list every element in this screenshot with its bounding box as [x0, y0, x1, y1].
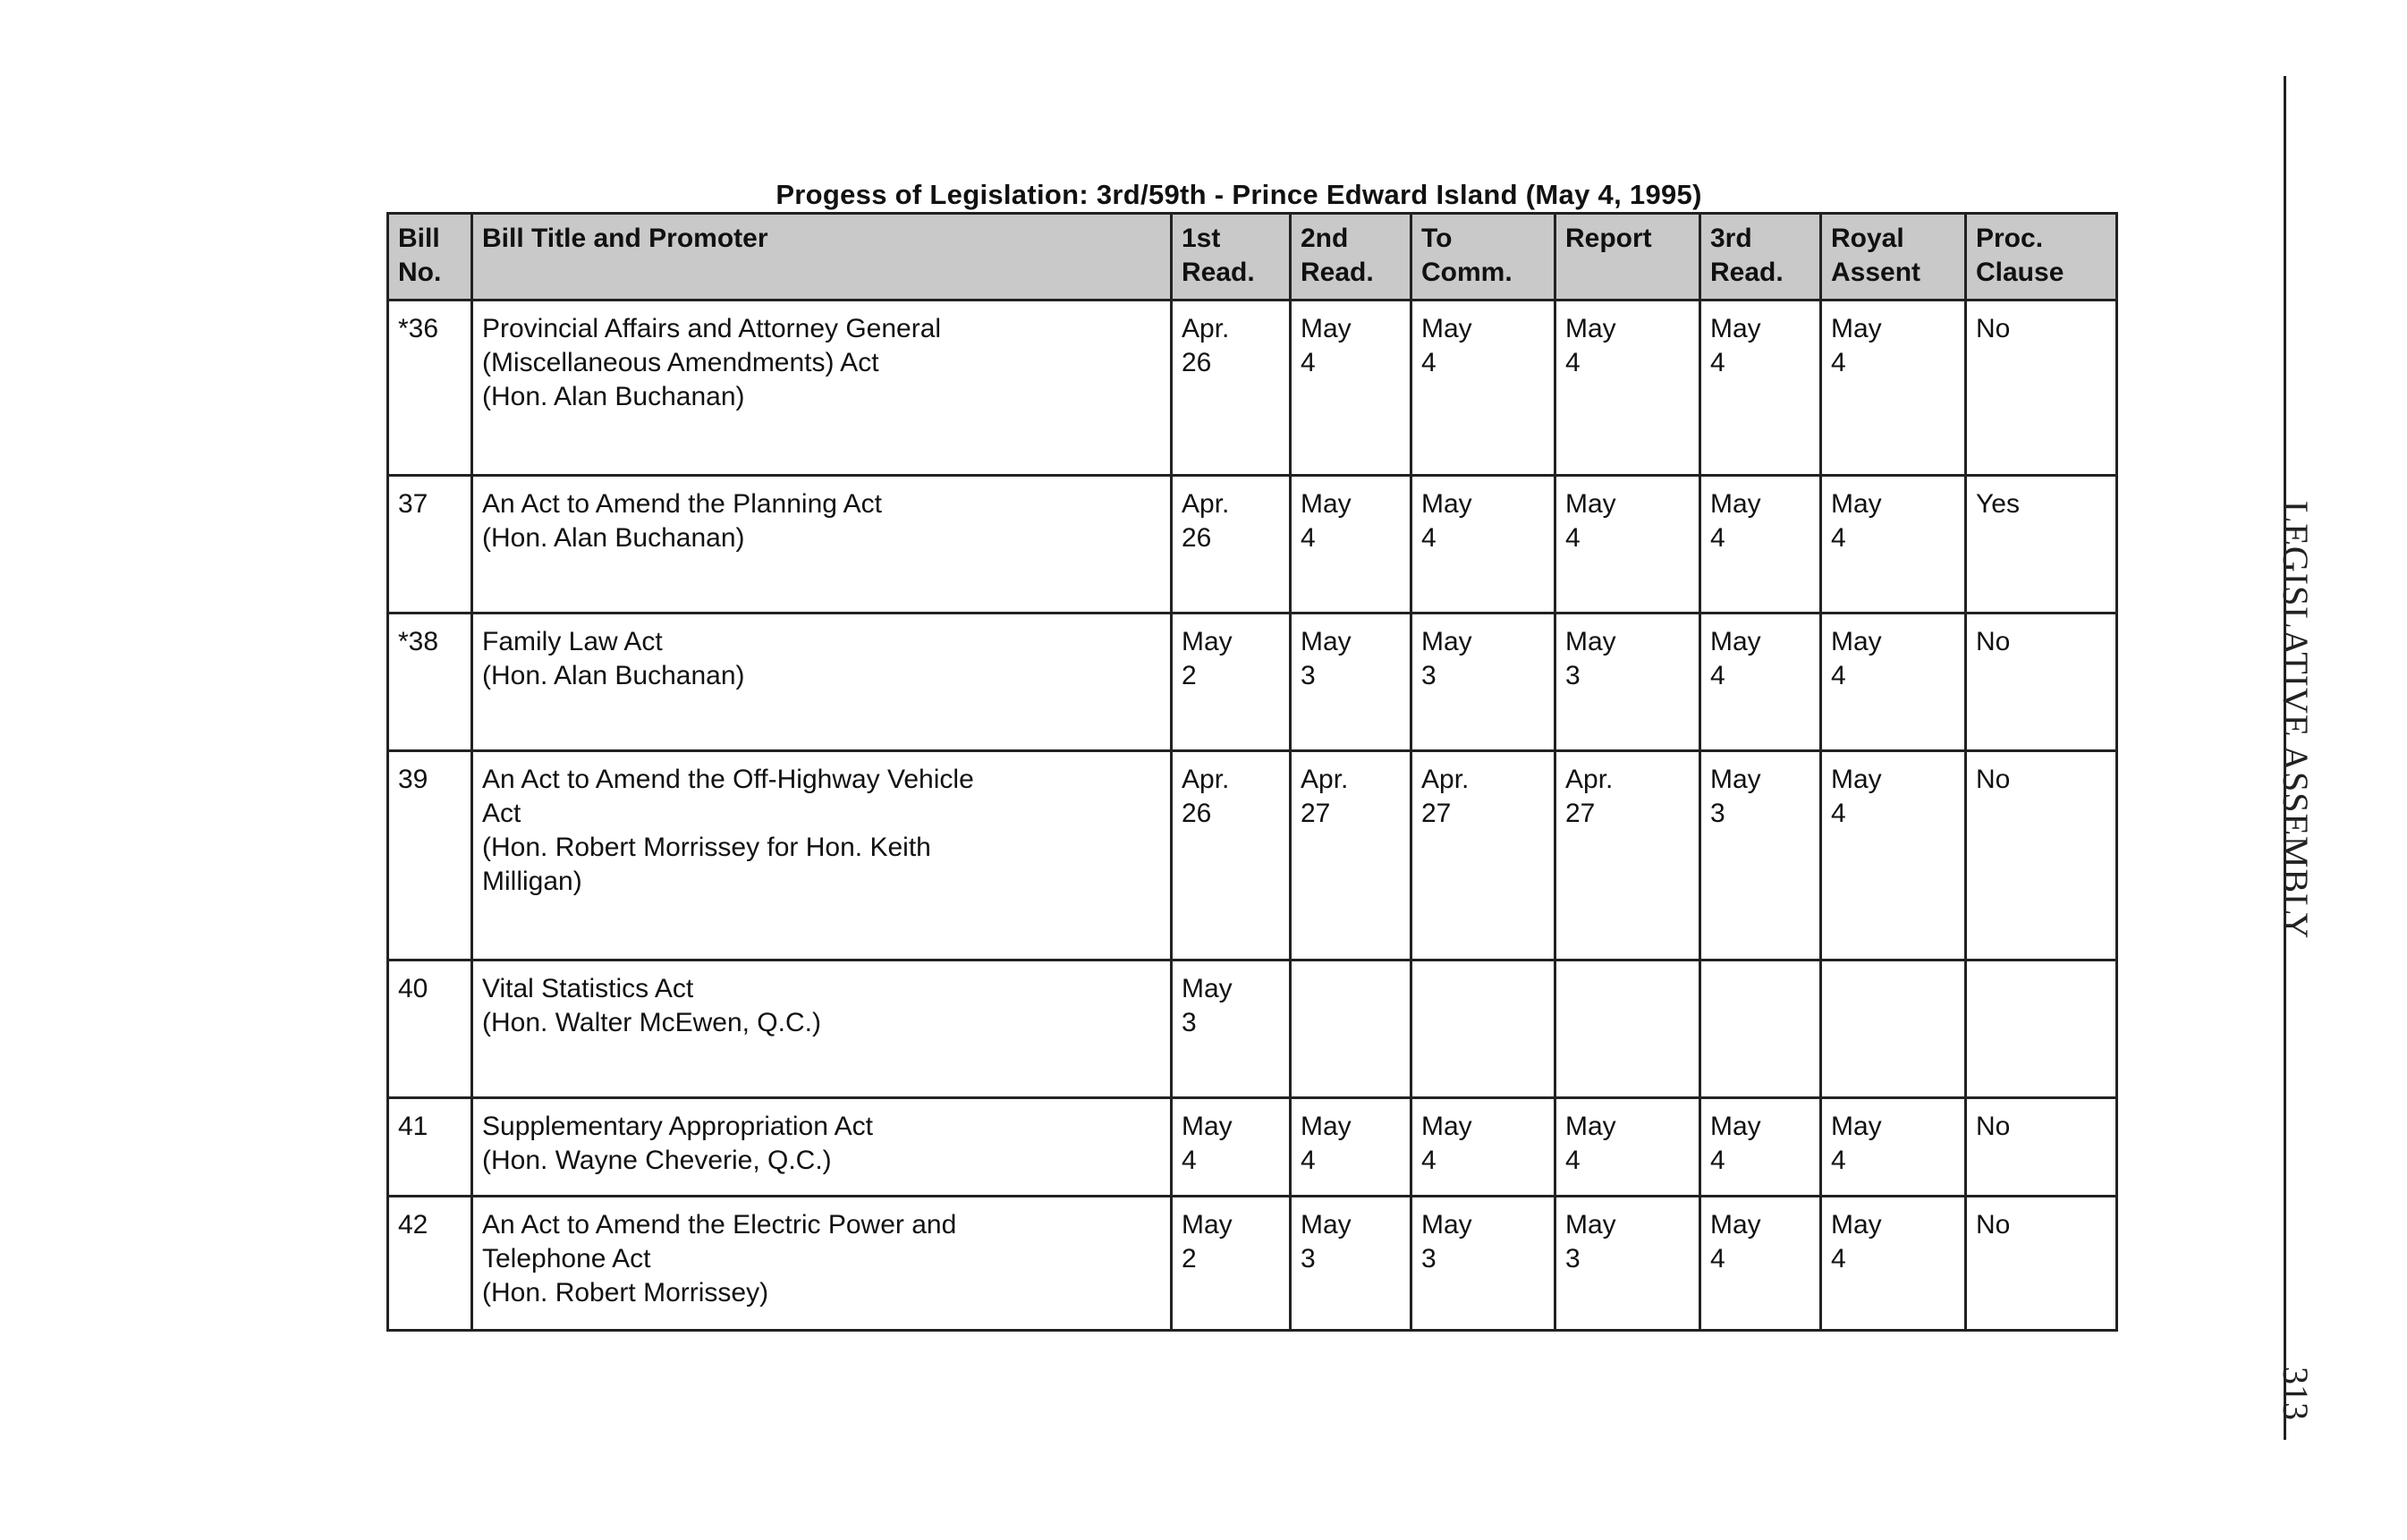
date-day: 2	[1182, 1244, 1197, 1273]
third-reading-cell	[1700, 613, 1821, 751]
date-month: Apr.	[1182, 765, 1230, 794]
header-second-read	[1291, 214, 1411, 300]
table-row	[388, 1197, 2117, 1331]
date-month: May	[1710, 627, 1761, 656]
report-cell	[1555, 960, 1700, 1098]
report-cell	[1555, 1098, 1700, 1197]
date-day: 4	[1421, 348, 1437, 377]
bill-title-line: Telephone Act	[482, 1244, 651, 1273]
date-month: May	[1831, 765, 1882, 794]
to-committee-cell	[1411, 613, 1555, 751]
bill-title-line: Family Law Act	[482, 627, 663, 656]
proc-clause-cell: Yes	[1966, 476, 2117, 613]
bill-title-cell	[472, 1197, 1172, 1331]
date-day: 4	[1182, 1146, 1197, 1175]
header-label-line: Read.	[1301, 258, 1374, 287]
table-body	[388, 300, 2117, 1331]
bill-title-line: An Act to Amend the Planning Act	[482, 489, 882, 519]
date-day: 4	[1301, 348, 1316, 377]
bill-number-cell: 39	[388, 751, 472, 960]
first-reading-cell	[1172, 300, 1291, 476]
header-label-line: Assent	[1831, 258, 1921, 287]
report-cell	[1555, 476, 1700, 613]
date-month: May	[1565, 489, 1616, 519]
date-month: May	[1710, 1112, 1761, 1141]
date-month: May	[1421, 489, 1472, 519]
date-month: Apr.	[1182, 314, 1230, 343]
legislation-progress-table	[386, 212, 2118, 1332]
bill-title-line: (Hon. Alan Buchanan)	[482, 661, 745, 690]
date-month: May	[1565, 1112, 1616, 1141]
date-month: Apr.	[1301, 765, 1349, 794]
date-month: May	[1421, 1112, 1472, 1141]
header-report	[1555, 214, 1700, 300]
date-month: May	[1831, 314, 1882, 343]
report-cell	[1555, 1197, 1700, 1331]
header-label-line: Royal	[1831, 224, 1904, 253]
second-reading-cell	[1291, 1197, 1411, 1331]
header-label-line: Bill	[398, 224, 440, 253]
bill-title-line: (Hon. Wayne Cheverie, Q.C.)	[482, 1146, 832, 1175]
second-reading-cell	[1291, 300, 1411, 476]
date-day: 4	[1710, 1146, 1725, 1175]
date-day: 4	[1421, 1146, 1437, 1175]
date-day: 4	[1421, 523, 1437, 553]
date-day: 3	[1182, 1008, 1197, 1037]
date-day: 3	[1421, 661, 1437, 690]
date-day: 3	[1710, 799, 1725, 828]
report-cell	[1555, 613, 1700, 751]
table-row	[388, 300, 2117, 476]
date-day: 4	[1831, 799, 1846, 828]
header-label-line: No.	[398, 258, 442, 287]
second-reading-cell	[1291, 1098, 1411, 1197]
second-reading-cell	[1291, 960, 1411, 1098]
to-committee-cell	[1411, 476, 1555, 613]
proc-clause-cell: No	[1966, 300, 2117, 476]
date-day: 4	[1301, 523, 1316, 553]
to-committee-cell	[1411, 1098, 1555, 1197]
third-reading-cell	[1700, 960, 1821, 1098]
date-day: 26	[1182, 799, 1212, 828]
bill-title-cell	[472, 1098, 1172, 1197]
royal-assent-cell	[1821, 300, 1966, 476]
first-reading-cell	[1172, 613, 1291, 751]
date-day: 3	[1301, 1244, 1316, 1273]
date-day: 4	[1565, 1146, 1581, 1175]
bill-number-cell: *36	[388, 300, 472, 476]
bill-title-line: (Hon. Robert Morrissey for Hon. Keith	[482, 833, 931, 862]
date-month: May	[1831, 1112, 1882, 1141]
date-month: May	[1301, 314, 1352, 343]
date-day: 27	[1565, 799, 1596, 828]
date-day: 26	[1182, 523, 1212, 553]
table-row	[388, 751, 2117, 960]
bill-number-cell: 40	[388, 960, 472, 1098]
date-day: 3	[1565, 1244, 1581, 1273]
third-reading-cell	[1700, 476, 1821, 613]
date-day: 4	[1301, 1146, 1316, 1175]
table-row	[388, 476, 2117, 613]
date-month: May	[1710, 489, 1761, 519]
page-title: Progess of Legislation: 3rd/59th - Prince Edward Island (May 4, 1995)	[775, 179, 1702, 210]
date-day: 4	[1710, 523, 1725, 553]
bill-title-cell	[472, 613, 1172, 751]
date-month: May	[1421, 627, 1472, 656]
bill-title-line: Vital Statistics Act	[482, 974, 694, 1003]
legislation-table-container	[386, 212, 2115, 1332]
date-month: May	[1182, 974, 1233, 1003]
side-caption: LEGISLATIVE ASSEMBLY	[2276, 501, 2316, 940]
third-reading-cell	[1700, 751, 1821, 960]
report-cell	[1555, 300, 1700, 476]
bill-number-cell: *38	[388, 613, 472, 751]
table-row	[388, 1098, 2117, 1197]
table-row	[388, 960, 2117, 1098]
page-number: 313	[2276, 1367, 2316, 1420]
header-third-read	[1700, 214, 1821, 300]
date-day: 4	[1565, 523, 1581, 553]
report-cell	[1555, 751, 1700, 960]
bill-title-line: (Hon. Robert Morrissey)	[482, 1278, 769, 1307]
date-month: Apr.	[1421, 765, 1470, 794]
date-month: Apr.	[1182, 489, 1230, 519]
date-month: May	[1301, 1210, 1352, 1240]
second-reading-cell	[1291, 751, 1411, 960]
third-reading-cell	[1700, 300, 1821, 476]
date-month: May	[1421, 1210, 1472, 1240]
second-reading-cell	[1291, 476, 1411, 613]
date-day: 4	[1831, 661, 1846, 690]
first-reading-cell	[1172, 476, 1291, 613]
header-label-line: Report	[1565, 224, 1652, 253]
to-committee-cell	[1411, 300, 1555, 476]
bill-title-line: (Hon. Alan Buchanan)	[482, 382, 745, 411]
header-label-line: Proc.	[1976, 224, 2044, 253]
date-month: May	[1710, 765, 1761, 794]
bill-title-cell	[472, 751, 1172, 960]
proc-clause-cell: No	[1966, 751, 2117, 960]
third-reading-cell	[1700, 1197, 1821, 1331]
header-label-line: To	[1421, 224, 1453, 253]
date-month: May	[1565, 627, 1616, 656]
header-first-read	[1172, 214, 1291, 300]
bill-title-cell	[472, 960, 1172, 1098]
header-bill-title	[472, 214, 1172, 300]
second-reading-cell	[1291, 613, 1411, 751]
header-label-line: Read.	[1710, 258, 1784, 287]
first-reading-cell	[1172, 751, 1291, 960]
bill-title-line: (Hon. Walter McEwen, Q.C.)	[482, 1008, 821, 1037]
date-month: May	[1182, 1112, 1233, 1141]
first-reading-cell	[1172, 1098, 1291, 1197]
date-month: May	[1301, 627, 1352, 656]
bill-title-line: Supplementary Appropriation Act	[482, 1112, 873, 1141]
table-header-row	[388, 214, 2117, 300]
header-label-line: 3rd	[1710, 224, 1752, 253]
date-day: 26	[1182, 348, 1212, 377]
date-month: May	[1182, 627, 1233, 656]
header-royal-assent	[1821, 214, 1966, 300]
date-month: May	[1421, 314, 1472, 343]
first-reading-cell	[1172, 960, 1291, 1098]
date-month: May	[1301, 489, 1352, 519]
date-day: 4	[1831, 1244, 1846, 1273]
proc-clause-cell: No	[1966, 1098, 2117, 1197]
third-reading-cell	[1700, 1098, 1821, 1197]
date-day: 2	[1182, 661, 1197, 690]
proc-clause-cell: No	[1966, 613, 2117, 751]
bill-title-line: Act	[482, 799, 521, 828]
date-day: 4	[1831, 1146, 1846, 1175]
bill-title-line: An Act to Amend the Electric Power and	[482, 1210, 957, 1240]
date-month: May	[1182, 1210, 1233, 1240]
table-row	[388, 613, 2117, 751]
header-bill-no	[388, 214, 472, 300]
royal-assent-cell	[1821, 960, 1966, 1098]
date-day: 4	[1831, 523, 1846, 553]
date-day: 4	[1710, 348, 1725, 377]
bill-number-cell: 37	[388, 476, 472, 613]
date-month: May	[1301, 1112, 1352, 1141]
header-label-line: Comm.	[1421, 258, 1513, 287]
date-month: May	[1710, 1210, 1761, 1240]
date-day: 27	[1421, 799, 1452, 828]
date-day: 4	[1565, 348, 1581, 377]
bill-title-line: (Hon. Alan Buchanan)	[482, 523, 745, 553]
date-day: 27	[1301, 799, 1331, 828]
to-committee-cell	[1411, 1197, 1555, 1331]
date-month: Apr.	[1565, 765, 1614, 794]
proc-clause-cell: No	[1966, 1197, 2117, 1331]
header-label-line: Clause	[1976, 258, 2064, 287]
royal-assent-cell	[1821, 1098, 1966, 1197]
date-day: 4	[1710, 1244, 1725, 1273]
date-month: May	[1831, 1210, 1882, 1240]
proc-clause-cell	[1966, 960, 2117, 1098]
royal-assent-cell	[1821, 751, 1966, 960]
bill-number-cell: 42	[388, 1197, 472, 1331]
date-day: 3	[1421, 1244, 1437, 1273]
bill-title-line: An Act to Amend the Off-Highway Vehicle	[482, 765, 974, 794]
bill-title-line: (Miscellaneous Amendments) Act	[482, 348, 879, 377]
date-day: 3	[1565, 661, 1581, 690]
to-committee-cell	[1411, 751, 1555, 960]
header-label-line: Read.	[1182, 258, 1255, 287]
bill-title-line: Milligan)	[482, 867, 582, 896]
date-month: May	[1565, 1210, 1616, 1240]
date-day: 4	[1831, 348, 1846, 377]
royal-assent-cell	[1821, 476, 1966, 613]
bill-number-cell: 41	[388, 1098, 472, 1197]
header-label-line: Bill Title and Promoter	[482, 224, 768, 253]
royal-assent-cell	[1821, 1197, 1966, 1331]
header-proc-clause	[1966, 214, 2117, 300]
to-committee-cell	[1411, 960, 1555, 1098]
first-reading-cell	[1172, 1197, 1291, 1331]
date-month: May	[1565, 314, 1616, 343]
date-month: May	[1831, 627, 1882, 656]
date-month: May	[1710, 314, 1761, 343]
date-month: May	[1831, 489, 1882, 519]
date-day: 4	[1710, 661, 1725, 690]
header-label-line: 2nd	[1301, 224, 1349, 253]
bill-title-cell	[472, 300, 1172, 476]
date-day: 3	[1301, 661, 1316, 690]
bill-title-line: Provincial Affairs and Attorney General	[482, 314, 942, 343]
royal-assent-cell	[1821, 613, 1966, 751]
bill-title-cell	[472, 476, 1172, 613]
header-to-comm	[1411, 214, 1555, 300]
header-label-line: 1st	[1182, 224, 1221, 253]
